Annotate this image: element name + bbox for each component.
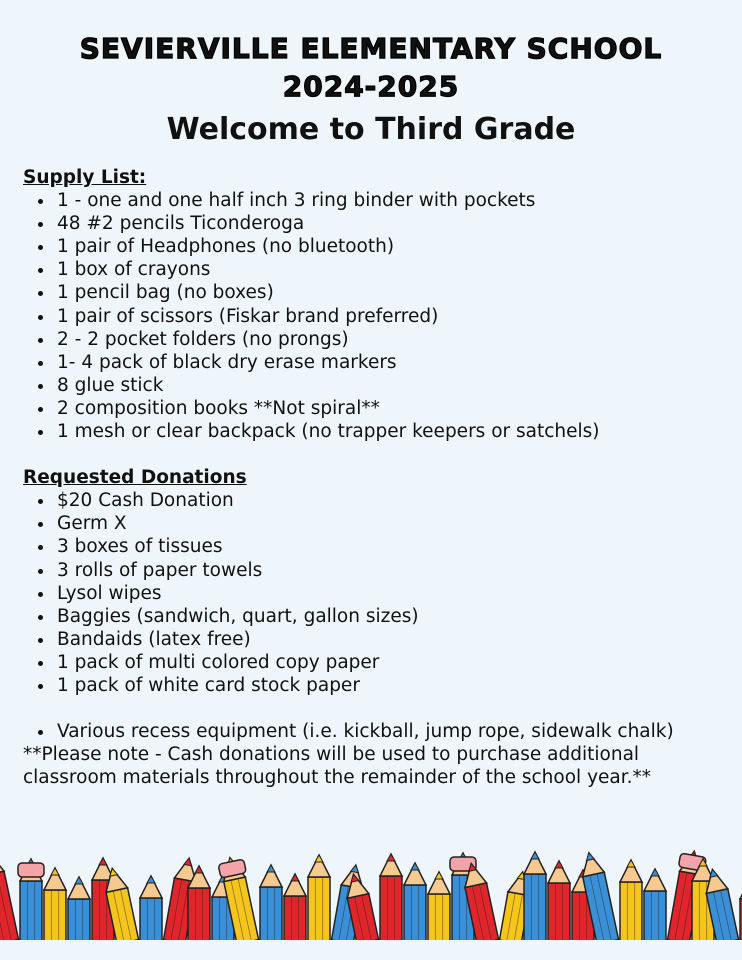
section-spacer [23,697,733,720]
list-item: • 8 glue stick [55,374,733,397]
list-item: • Bandaids (latex free) [55,628,733,651]
list-item: • 2 - 2 pocket folders (no prongs) [55,328,733,351]
document-body [23,166,733,789]
school-header [0,30,742,106]
list-item: • 3 rolls of paper towels [55,559,733,582]
supply-list [23,189,733,443]
list-item: • 1 pair of scissors (Fiskar brand preferred) [55,305,733,328]
donations-list [23,489,733,697]
pencil-icon [44,868,66,940]
list-item: • 3 boxes of tissues [55,535,733,558]
pencil-icon [18,859,44,940]
list-item: • Lysol wipes [55,582,733,605]
list-item: • 48 #2 pencils Ticonderoga [55,212,733,235]
school-year: 2024-2025 [282,70,460,103]
pencil-icon [380,854,402,940]
list-item: • 1 pack of white card stock paper [55,674,733,697]
list-item: • 1 box of crayons [55,258,733,281]
donation-note: **Please note - Cash donations will be used to purchase additional classroom materials throughout the remainder of the school year.** [23,744,652,789]
donations-heading: Requested Donations [23,467,247,489]
pencil-icon [140,876,162,940]
pencil-icon [644,869,666,940]
supply-list-heading: Supply List: [23,167,147,188]
pencil-icon [308,855,330,940]
school-name: SEVIERVILLE ELEMENTARY SCHOOL [79,32,663,65]
list-item: • 1 pack of multi colored copy paper [55,651,733,674]
pencil-icon [260,865,282,940]
pencil-border-decoration [0,830,742,940]
pencil-icon [428,872,450,940]
list-item: • 1 mesh or clear backpack (no trapper keepers or satchels) [55,420,733,443]
list-item: • 1 pencil bag (no boxes) [55,281,733,304]
extra-list [23,720,733,743]
pencil-icon [548,861,570,940]
pencil-icon [620,860,642,940]
pencil-icon [404,863,426,940]
pencil-icon [0,850,19,940]
list-item: • 1 - one and one half inch 3 ring binder with pockets [55,189,733,212]
section-spacer [23,443,733,466]
list-item: • Various recess equipment (i.e. kickball, jump rope, sidewalk chalk) [55,720,733,743]
pencil-icon [524,852,546,940]
list-item: • Germ X [55,512,733,535]
list-item: • $20 Cash Donation [55,489,733,512]
list-item: • 1 pair of Headphones (no bluetooth) [55,235,733,258]
list-item: • Baggies (sandwich, quart, gallon sizes) [55,605,733,628]
pencil-icon [68,877,90,940]
list-item: • 1- 4 pack of black dry erase markers [55,351,733,374]
page-title: Welcome to Third Grade [166,112,576,147]
pencil-icon [284,874,306,940]
list-item: • 2 composition books **Not spiral** [55,397,733,420]
